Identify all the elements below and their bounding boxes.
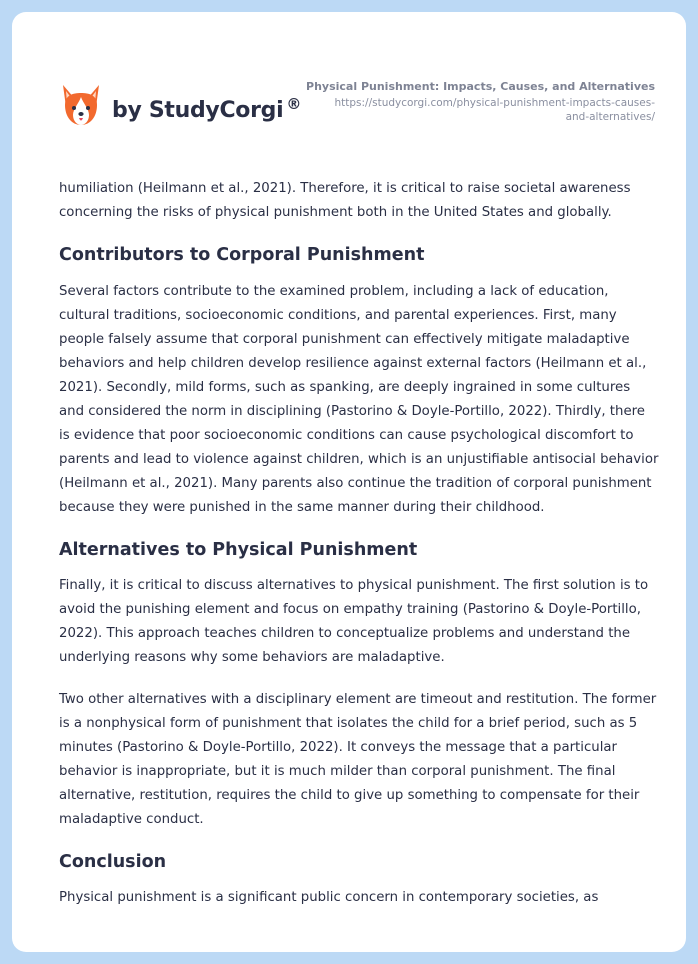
document-body — [59, 177, 659, 910]
section-heading-conclusion: Conclusion — [59, 852, 167, 872]
alternatives-paragraph-2: Two other alternatives with a disciplinary element are timeout and restitution. The former is a nonphysical form of punishment that isolates the child for a brief period, such as 5 minutes (Pastorino & Doyle-Portillo, 2022). It conveys the message that a particular behavior is inappropriate, but it is much milder than corporal punishment. The final alternative, restitution, requires the child to give up something to compensate for their maladaptive conduct. — [59, 692, 657, 827]
alternatives-paragraph-1: Finally, it is critical to discuss alternatives to physical punishment. The first solution is to avoid the punishing element and focus on empathy training (Pastorino & Doyle-Portillo, 2022). This approach teaches children to conceptualize problems and understand the underlying reasons why some behaviors are maladaptive. — [59, 578, 649, 665]
brand-name: by StudyCorgi ® — [112, 94, 302, 123]
document-title: Physical Punishment: Impacts, Causes, and Alternatives — [306, 80, 655, 93]
document-url-line2: and-alternatives/ — [565, 110, 655, 123]
section-heading-contributors: Contributors to Corporal Punishment — [59, 245, 425, 265]
studycorgi-logo[interactable] — [60, 76, 301, 136]
document-url[interactable] — [295, 97, 655, 124]
document-page — [12, 12, 686, 952]
conclusion-paragraph: Physical punishment is a significant public concern in contemporary societies, as — [59, 890, 599, 905]
corgi-head-icon — [60, 83, 102, 129]
document-url-line1: https://studycorgi.com/physical-punishment-impacts-causes- — [334, 97, 655, 109]
registered-mark: ® — [286, 94, 302, 113]
intro-paragraph: humiliation (Heilmann et al., 2021). Therefore, it is critical to raise societal awareness concerning the risks of physical punishment both in the United States and globally. — [59, 181, 631, 220]
document-header-meta — [295, 80, 655, 124]
section-heading-alternatives: Alternatives to Physical Punishment — [59, 540, 418, 560]
contributors-paragraph: Several factors contribute to the examined problem, including a lack of education, cultural traditions, socioeconomic conditions, and parental experiences. First, many people falsely assume that corporal punishment can effectively mitigate maladaptive behaviors and help children develop resilience against external factors (Heilmann et al., 2021). Secondly, mild forms, such as spanking, are deeply ingrained in some cultures and considered the norm in disciplining (Pastorino & Doyle-Portillo, 2022). Thirdly, there is evidence that poor socioeconomic conditions can cause psychological discomfort to parents and lead to violence against children, which is an unjustifiable antisocial behavior (Heilmann et al., 2021). Many parents also continue the tradition of corporal punishment because they were punished in the same manner during their childhood. — [59, 284, 659, 515]
